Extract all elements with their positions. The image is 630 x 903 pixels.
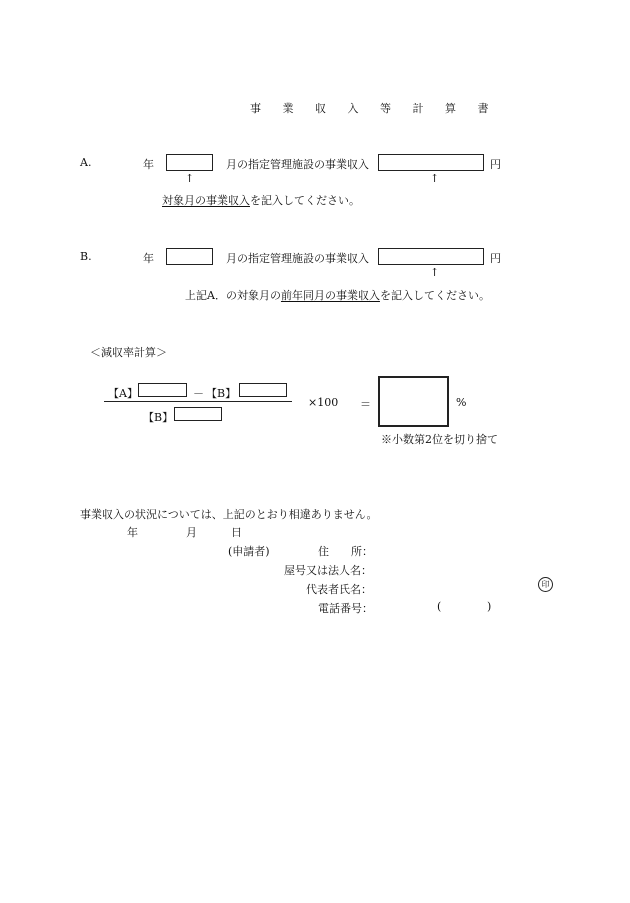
- section-b-note-underlined: 前年同月の事業収入: [280, 289, 380, 302]
- calc-denom-label: 【B】: [143, 411, 174, 424]
- section-b-arrow-right: ↑: [430, 266, 440, 279]
- page-title: 事 業 収 入 等 計 算 書: [250, 102, 498, 115]
- phone-close-paren: ): [487, 600, 492, 613]
- section-a-note-rest: を記入してください。: [250, 194, 360, 207]
- phone-label: 電話番号：: [318, 602, 373, 615]
- section-a-arrow-right: ↑: [430, 172, 440, 185]
- declaration-month: 月: [186, 526, 197, 539]
- calc-minus: －: [193, 387, 204, 400]
- section-b-revenue-input[interactable]: [378, 248, 484, 265]
- declaration-statement: 事業収入の状況については、上記のとおり相違ありません。: [80, 508, 378, 521]
- calc-b-input[interactable]: [239, 383, 287, 397]
- calc-times: ×100: [308, 396, 339, 409]
- seal-mark-icon: 印: [538, 577, 553, 592]
- section-b-note-rest: を記入してください。: [379, 289, 490, 302]
- phone-open-paren: (: [437, 600, 442, 613]
- section-b-note-pre: 上記A．の対象月の: [185, 289, 281, 302]
- applicant-label: (申請者): [228, 545, 270, 558]
- section-b-note: [185, 287, 490, 303]
- calc-a-input[interactable]: [138, 383, 187, 397]
- section-a-note: [162, 192, 360, 208]
- calc-denom-input[interactable]: [174, 407, 222, 421]
- section-b-label: B.: [80, 250, 92, 263]
- section-a-note-underlined: 対象月の事業収入: [162, 194, 250, 207]
- calc-note: ※小数第2位を切り捨て: [381, 433, 498, 446]
- calc-percent: %: [456, 396, 467, 409]
- section-a-arrow-left: ↑: [185, 172, 195, 185]
- calc-heading: ＜減収率計算＞: [90, 346, 167, 359]
- calc-b-label: 【B】: [206, 387, 237, 400]
- section-a-month-input[interactable]: [166, 154, 213, 171]
- section-b-yen: 円: [490, 252, 501, 265]
- calc-a-label: 【A】: [108, 387, 138, 400]
- shop-name-label: 屋号又は法人名：: [284, 564, 372, 577]
- section-a-text: 月の指定管理施設の事業収入: [226, 158, 369, 171]
- section-b-month-input[interactable]: [166, 248, 213, 265]
- calc-result-input[interactable]: [378, 376, 449, 427]
- section-a-yen: 円: [490, 158, 501, 171]
- fraction-bar: [104, 401, 292, 402]
- address-label: 住 所：: [318, 545, 373, 558]
- calc-equals: ＝: [360, 398, 371, 411]
- declaration-year: 年: [127, 526, 138, 539]
- declaration-day: 日: [231, 526, 242, 539]
- section-a-year-unit: 年: [143, 158, 154, 171]
- section-b-year-unit: 年: [143, 252, 154, 265]
- section-a-revenue-input[interactable]: [378, 154, 484, 171]
- representative-label: 代表者氏名：: [306, 583, 372, 596]
- section-a-label: A.: [80, 156, 92, 169]
- section-b-text: 月の指定管理施設の事業収入: [226, 252, 369, 265]
